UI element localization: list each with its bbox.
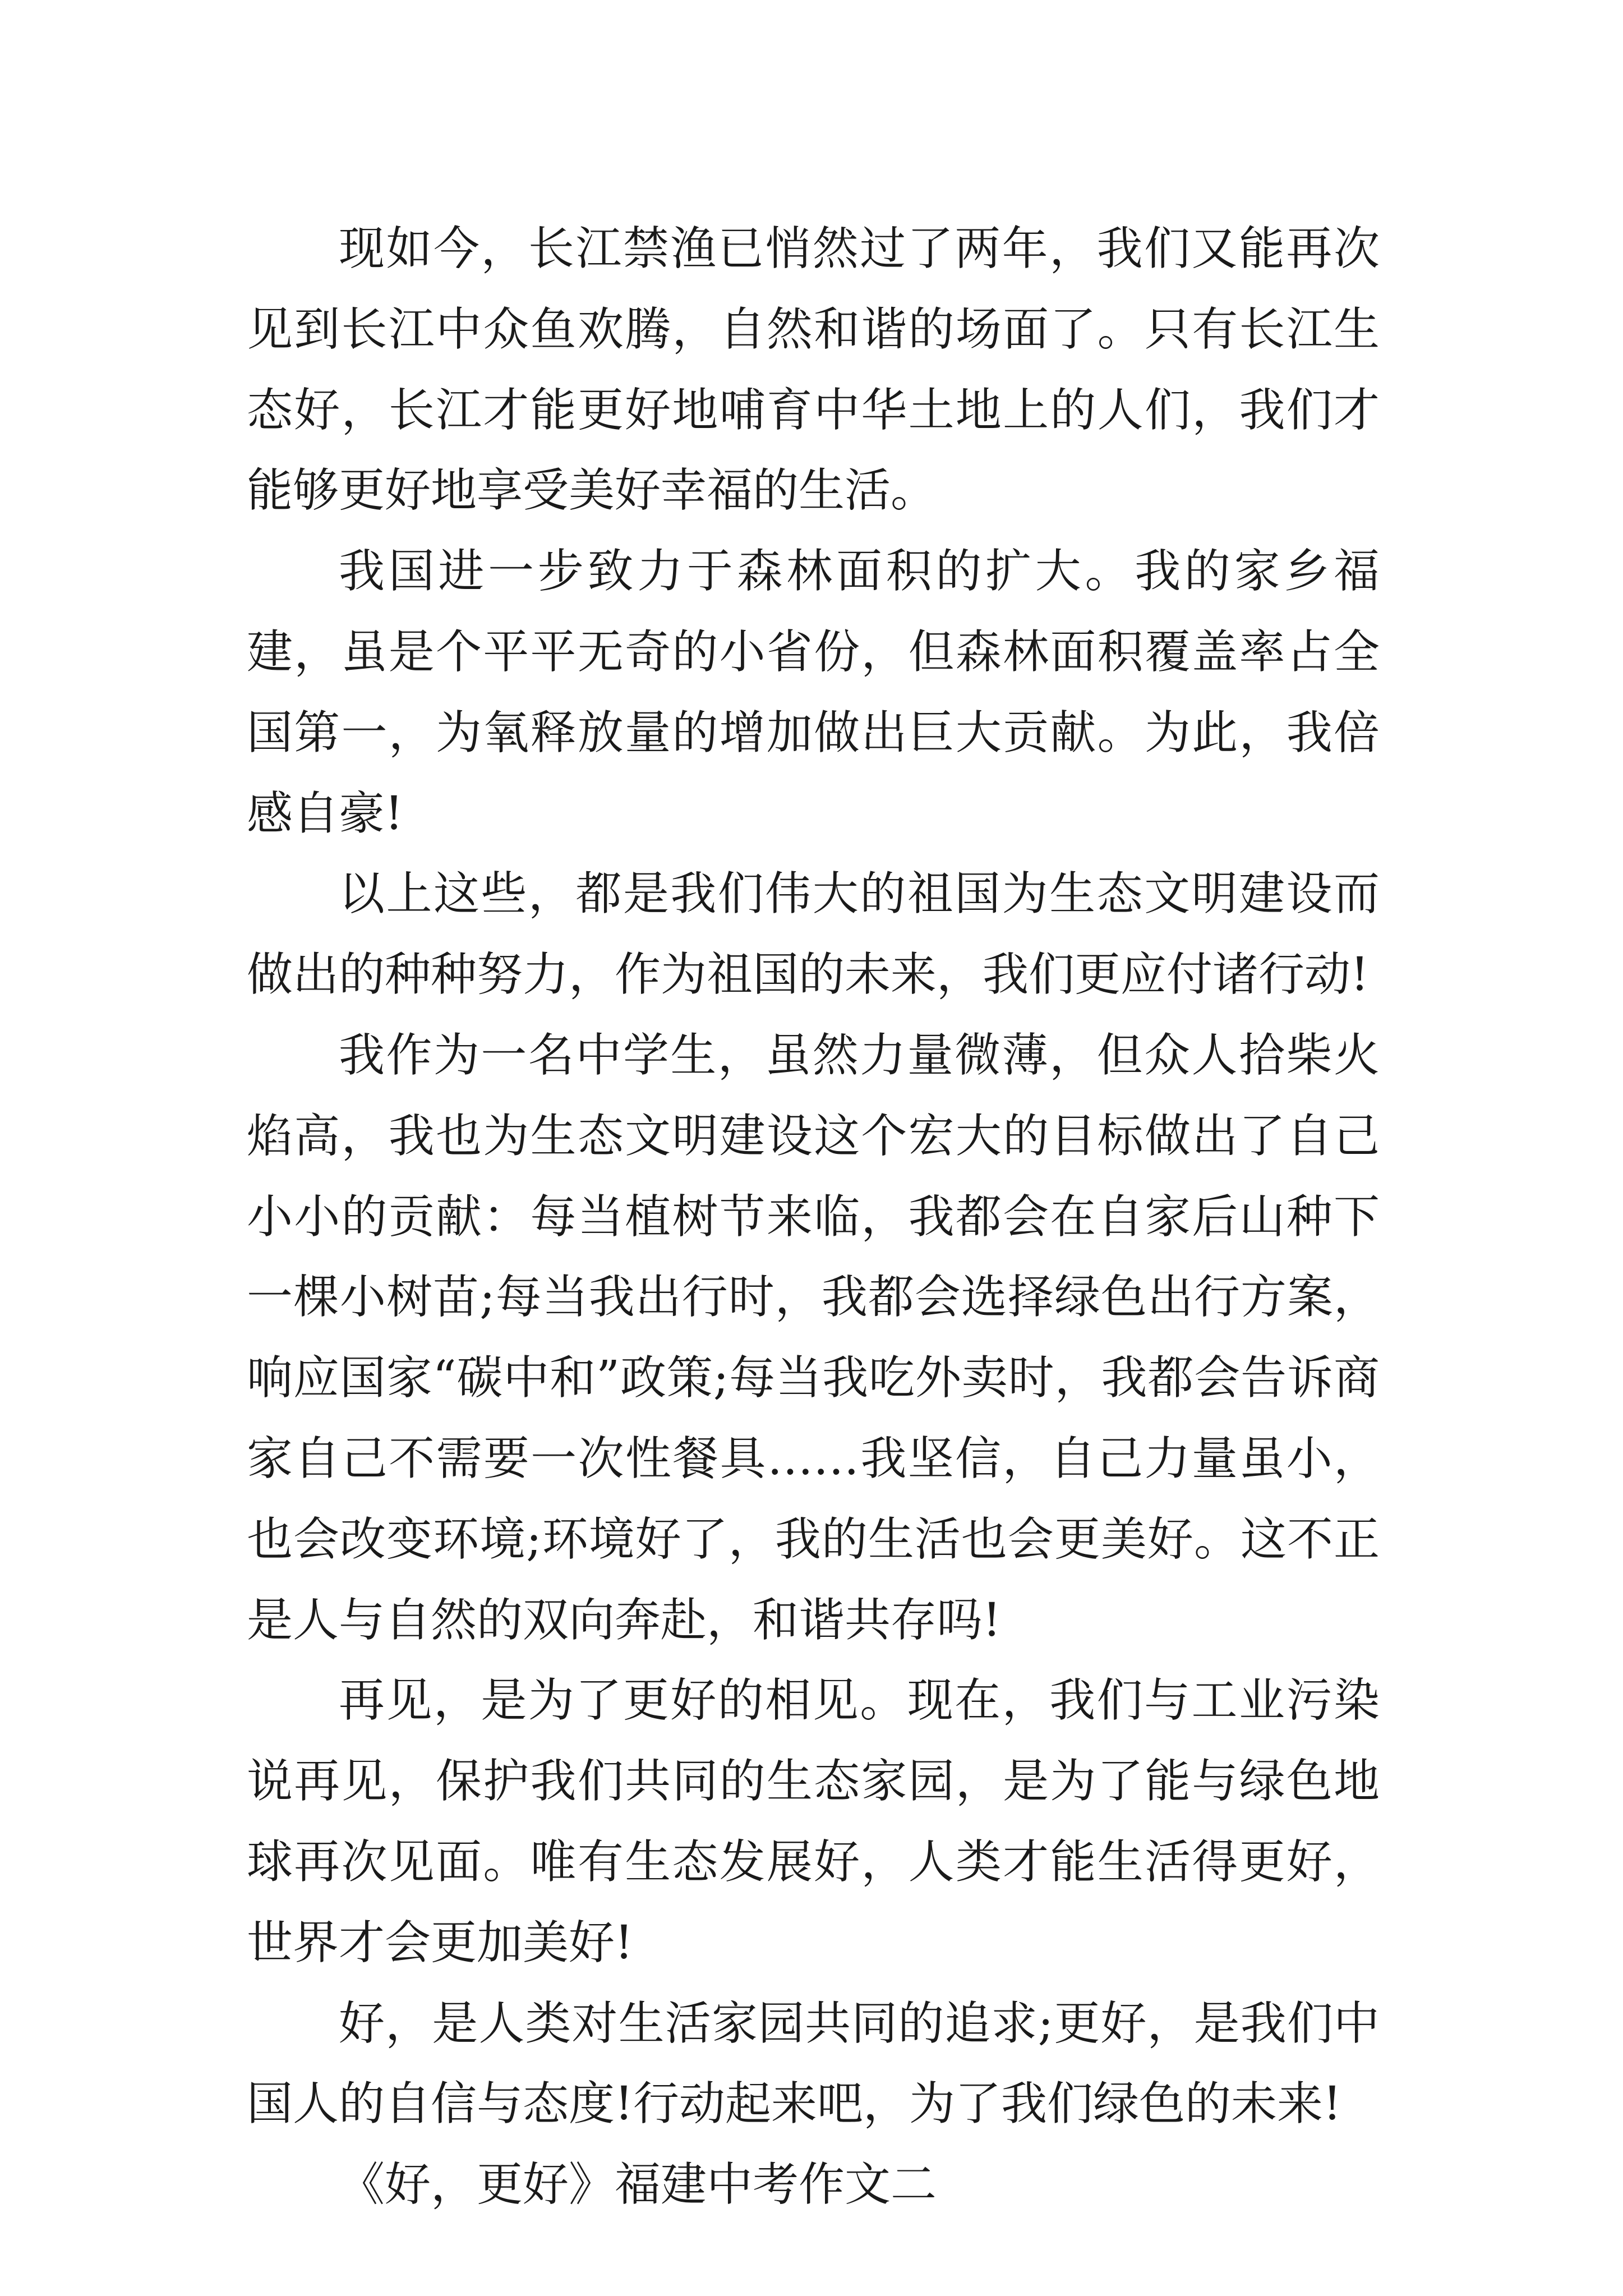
paragraph-2: 我国进一步致力于森林面积的扩大。我的家乡福建，虽是个平平无奇的小省份，但森林面积覆盖率占全国第一，为氧释放量的增加做出巨大贡献。为此，我倍感自豪! (247, 545, 1380, 840)
paragraph-3: 以上这些，都是我们伟大的祖国为生态文明建设而做出的种种努力，作为祖国的未来，我们更应付诸行动! (247, 867, 1380, 1002)
body-text (247, 209, 1380, 2225)
paragraph-6: 好，是人类对生活家园共同的追求;更好，是我们中国人的自信与态度!行动起来吧，为了我们绿色的未来! (247, 1996, 1380, 2131)
essay-title-line: 《好，更好》福建中考作文二 (339, 2158, 937, 2212)
paragraph-5: 再见，是为了更好的相见。现在，我们与工业污染说再见，保护我们共同的生态家园，是为了能与绿色地球再次见面。唯有生态发展好，人类才能生活得更好，世界才会更加美好! (247, 1674, 1380, 1970)
paragraph-1: 现如今，长江禁渔已悄然过了两年，我们又能再次见到长江中众鱼欢腾，自然和谐的场面了。只有长江生态好，长江才能更好地哺育中华土地上的人们，我们才能够更好地享受美好幸福的生活。 (247, 222, 1380, 518)
paragraph-4: 我作为一名中学生，虽然力量微薄，但众人拾柴火焰高，我也为生态文明建设这个宏大的目标做出了自己小小的贡献：每当植树节来临，我都会在自家后山种下一棵小树苗;每当我出行时，我都会选择绿色出行方案，响应国家“碳中和”政策;每当我吃外卖时，我都会告诉商家自己不需要一次性餐具……我坚信，自己力量虽小，也会改变环境;环境好了，我的生活也会更美好。这不正是人与自然的双向奔赴，和谐共存吗! (247, 1028, 1380, 1647)
